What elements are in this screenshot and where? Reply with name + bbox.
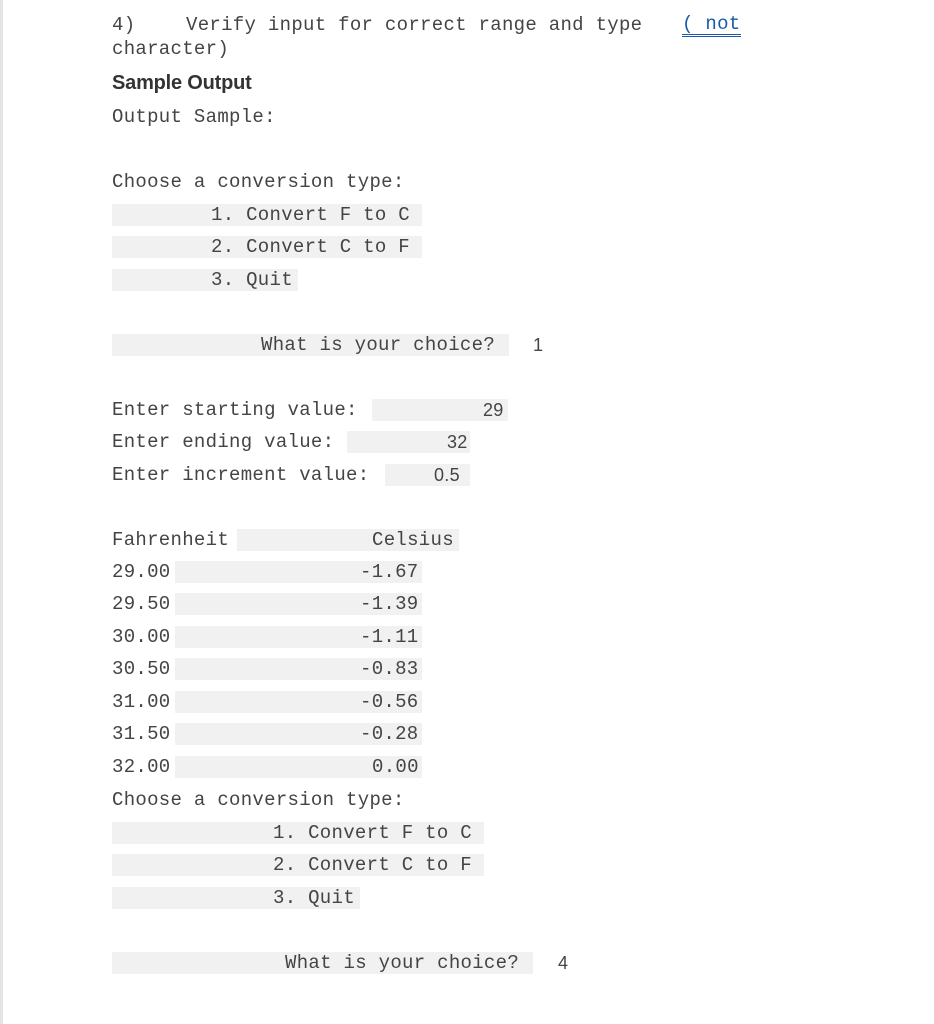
step-text: Verify input for correct range and type: [186, 14, 643, 36]
ending-value: 32: [447, 432, 468, 452]
page-left-border: [0, 0, 3, 1024]
fahrenheit-cell: 30.50: [112, 658, 171, 680]
celsius-cell: -0.56: [360, 691, 419, 713]
choice-prompt: What is your choice?: [285, 952, 520, 974]
choice-value: 1: [533, 335, 544, 355]
menu-option-c-to-f: 2. Convert C to F: [273, 854, 472, 876]
sample-output-heading: Sample Output: [112, 72, 252, 94]
step-text-continued: character): [112, 38, 230, 60]
celsius-cell: -1.11: [360, 626, 419, 648]
menu-option-f-to-c: 1. Convert F to C: [273, 822, 472, 844]
fahrenheit-cell: 30.00: [112, 626, 171, 648]
step-number: 4): [112, 14, 136, 36]
choice-prompt: What is your choice?: [261, 334, 496, 356]
choice-value: 4: [558, 953, 569, 973]
fahrenheit-cell: 29.50: [112, 593, 171, 615]
increment-value: 0.5: [434, 465, 460, 485]
celsius-cell: 0.00: [372, 756, 419, 778]
celsius-cell: -1.67: [360, 561, 419, 583]
not-link[interactable]: ( not: [682, 13, 741, 35]
starting-value-label: Enter starting value:: [112, 399, 358, 421]
menu-prompt: Choose a conversion type:: [112, 171, 405, 193]
menu-option-f-to-c: 1. Convert F to C: [211, 204, 410, 226]
fahrenheit-cell: 29.00: [112, 561, 171, 583]
celsius-cell: -1.39: [360, 593, 419, 615]
menu-prompt: Choose a conversion type:: [112, 789, 405, 811]
menu-option-quit: 3. Quit: [273, 887, 355, 909]
starting-value: 29: [483, 400, 504, 420]
celsius-header: Celsius: [372, 529, 454, 551]
fahrenheit-cell: 31.50: [112, 723, 171, 745]
ending-value-label: Enter ending value:: [112, 431, 335, 453]
celsius-cell: -0.28: [360, 723, 419, 745]
fahrenheit-header: Fahrenheit: [112, 529, 230, 551]
menu-option-quit: 3. Quit: [211, 269, 293, 291]
increment-value-label: Enter increment value:: [112, 464, 370, 486]
menu-option-c-to-f: 2. Convert C to F: [211, 236, 410, 258]
output-sample-label: Output Sample:: [112, 106, 276, 128]
fahrenheit-cell: 32.00: [112, 756, 171, 778]
celsius-cell: -0.83: [360, 658, 419, 680]
fahrenheit-cell: 31.00: [112, 691, 171, 713]
